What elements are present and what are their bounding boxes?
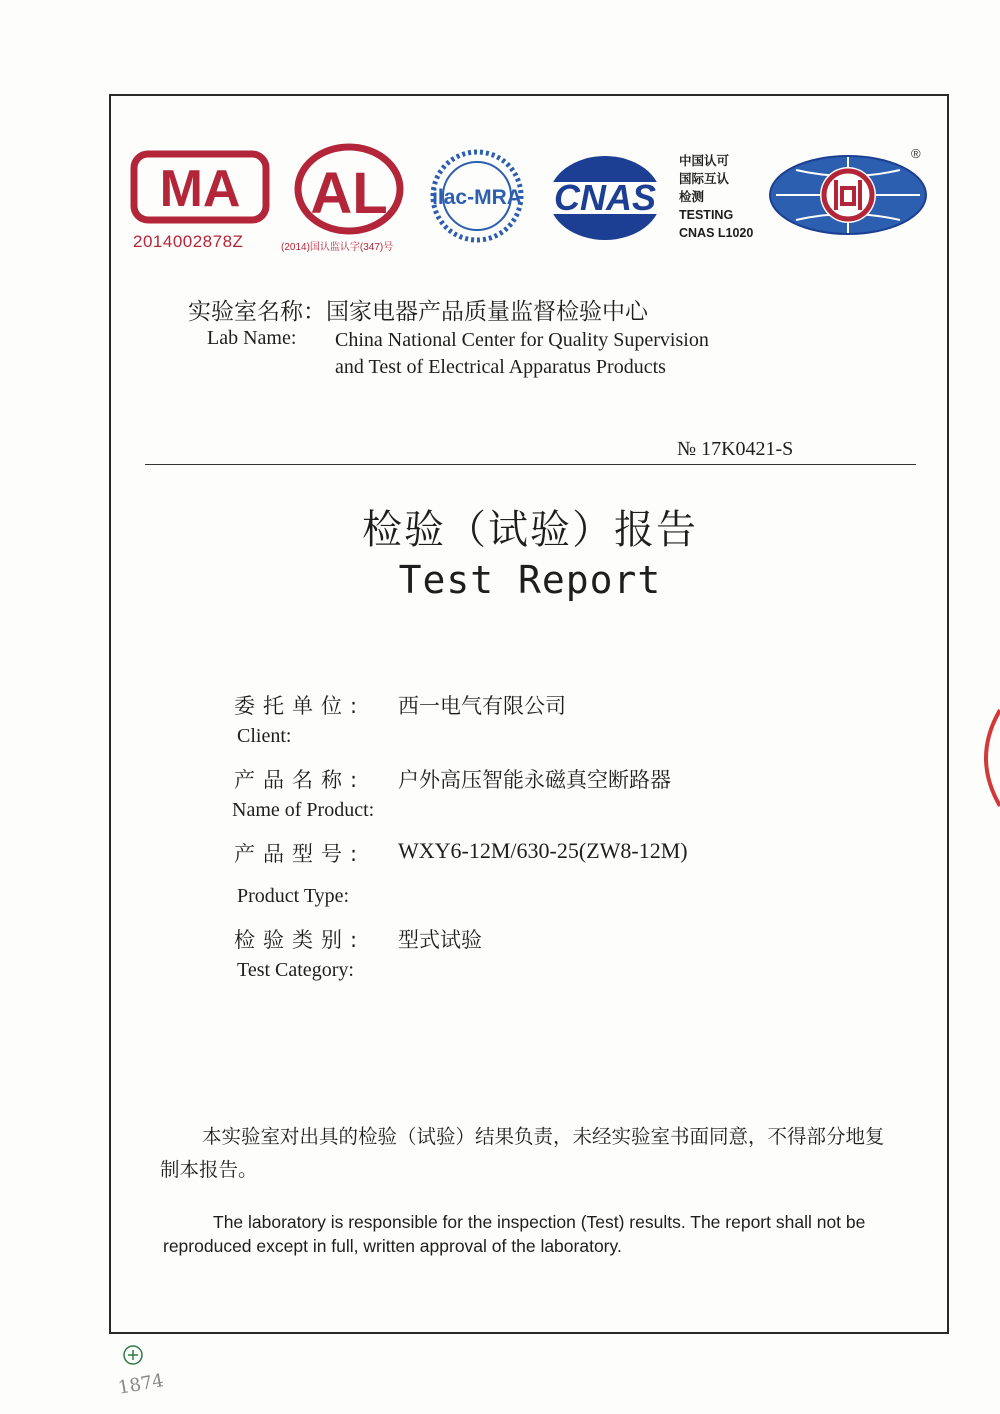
cal-logo xyxy=(294,143,404,239)
product-type-label-zh: 产品型号: xyxy=(234,842,366,866)
lab-name-label-en: Lab Name: xyxy=(207,327,297,349)
report-title-en: Test Report xyxy=(398,558,662,602)
cnas-logo xyxy=(545,152,665,244)
statement-zh: 本实验室对出具的检验（试验）结果负责，未经实验室书面同意，不得部分地复制本报告。 xyxy=(160,1125,885,1181)
cnas-line: 检测 xyxy=(679,190,705,204)
report-title-zh: 检验（试验）报告 xyxy=(362,507,698,553)
ilac-mra-logo xyxy=(427,146,527,246)
product-type-value: WXY6-12M/630-25(ZW8-12M) xyxy=(398,838,688,863)
svg-text:AL: AL xyxy=(310,161,388,226)
statement-en: The laboratory is responsible for the inspection (Test) results. The report shall not be reproduced except in full, written approval of the laboratory. xyxy=(163,1212,866,1256)
cnas-line: CNAS L1020 xyxy=(679,226,754,240)
svg-text:ilac-MRA: ilac-MRA xyxy=(432,186,522,209)
cma-number: 2014002878Z xyxy=(133,232,244,251)
svg-text:MA: MA xyxy=(159,160,241,218)
client-label-en: Client: xyxy=(237,725,292,747)
test-category-label-en: Test Category: xyxy=(237,959,354,981)
cnas-line: 国际互认 xyxy=(679,172,730,186)
product-name-label-zh: 产品名称: xyxy=(234,768,366,792)
cnas-accreditation-text xyxy=(679,152,753,242)
product-name-label-en: Name of Product: xyxy=(232,799,375,821)
product-name-value: 户外高压智能永磁真空断路器 xyxy=(398,768,671,792)
cal-number: (2014)国认监认字(347)号 xyxy=(281,242,394,253)
registered-mark-icon: ® xyxy=(911,146,921,161)
lab-name-en-line: China National Center for Quality Supervision xyxy=(335,329,709,351)
handwritten-number: 1874 xyxy=(116,1370,166,1399)
cnas-line: 中国认可 xyxy=(679,154,730,168)
lab-name-en-line: and Test of Electrical Apparatus Products xyxy=(335,356,666,378)
lab-name-zh: 实验室名称：国家电器产品质量监督检验中心 xyxy=(188,299,648,325)
report-number: № 17K0421-S xyxy=(677,438,794,460)
globe-certification-logo xyxy=(766,152,930,238)
test-category-value: 型式试验 xyxy=(398,928,482,952)
divider xyxy=(145,464,916,465)
small-stamp-icon xyxy=(122,1344,144,1366)
red-stamp-edge xyxy=(978,708,1000,808)
svg-text:CNAS: CNAS xyxy=(553,177,657,218)
test-category-label-zh: 检验类别: xyxy=(234,928,366,952)
client-label-zh: 委托单位: xyxy=(234,694,366,718)
client-value: 西一电气有限公司 xyxy=(398,694,566,718)
product-type-label-en: Product Type: xyxy=(237,885,350,907)
cma-logo xyxy=(130,150,270,228)
lab-name-en xyxy=(335,327,709,381)
cnas-line: TESTING xyxy=(679,208,734,222)
